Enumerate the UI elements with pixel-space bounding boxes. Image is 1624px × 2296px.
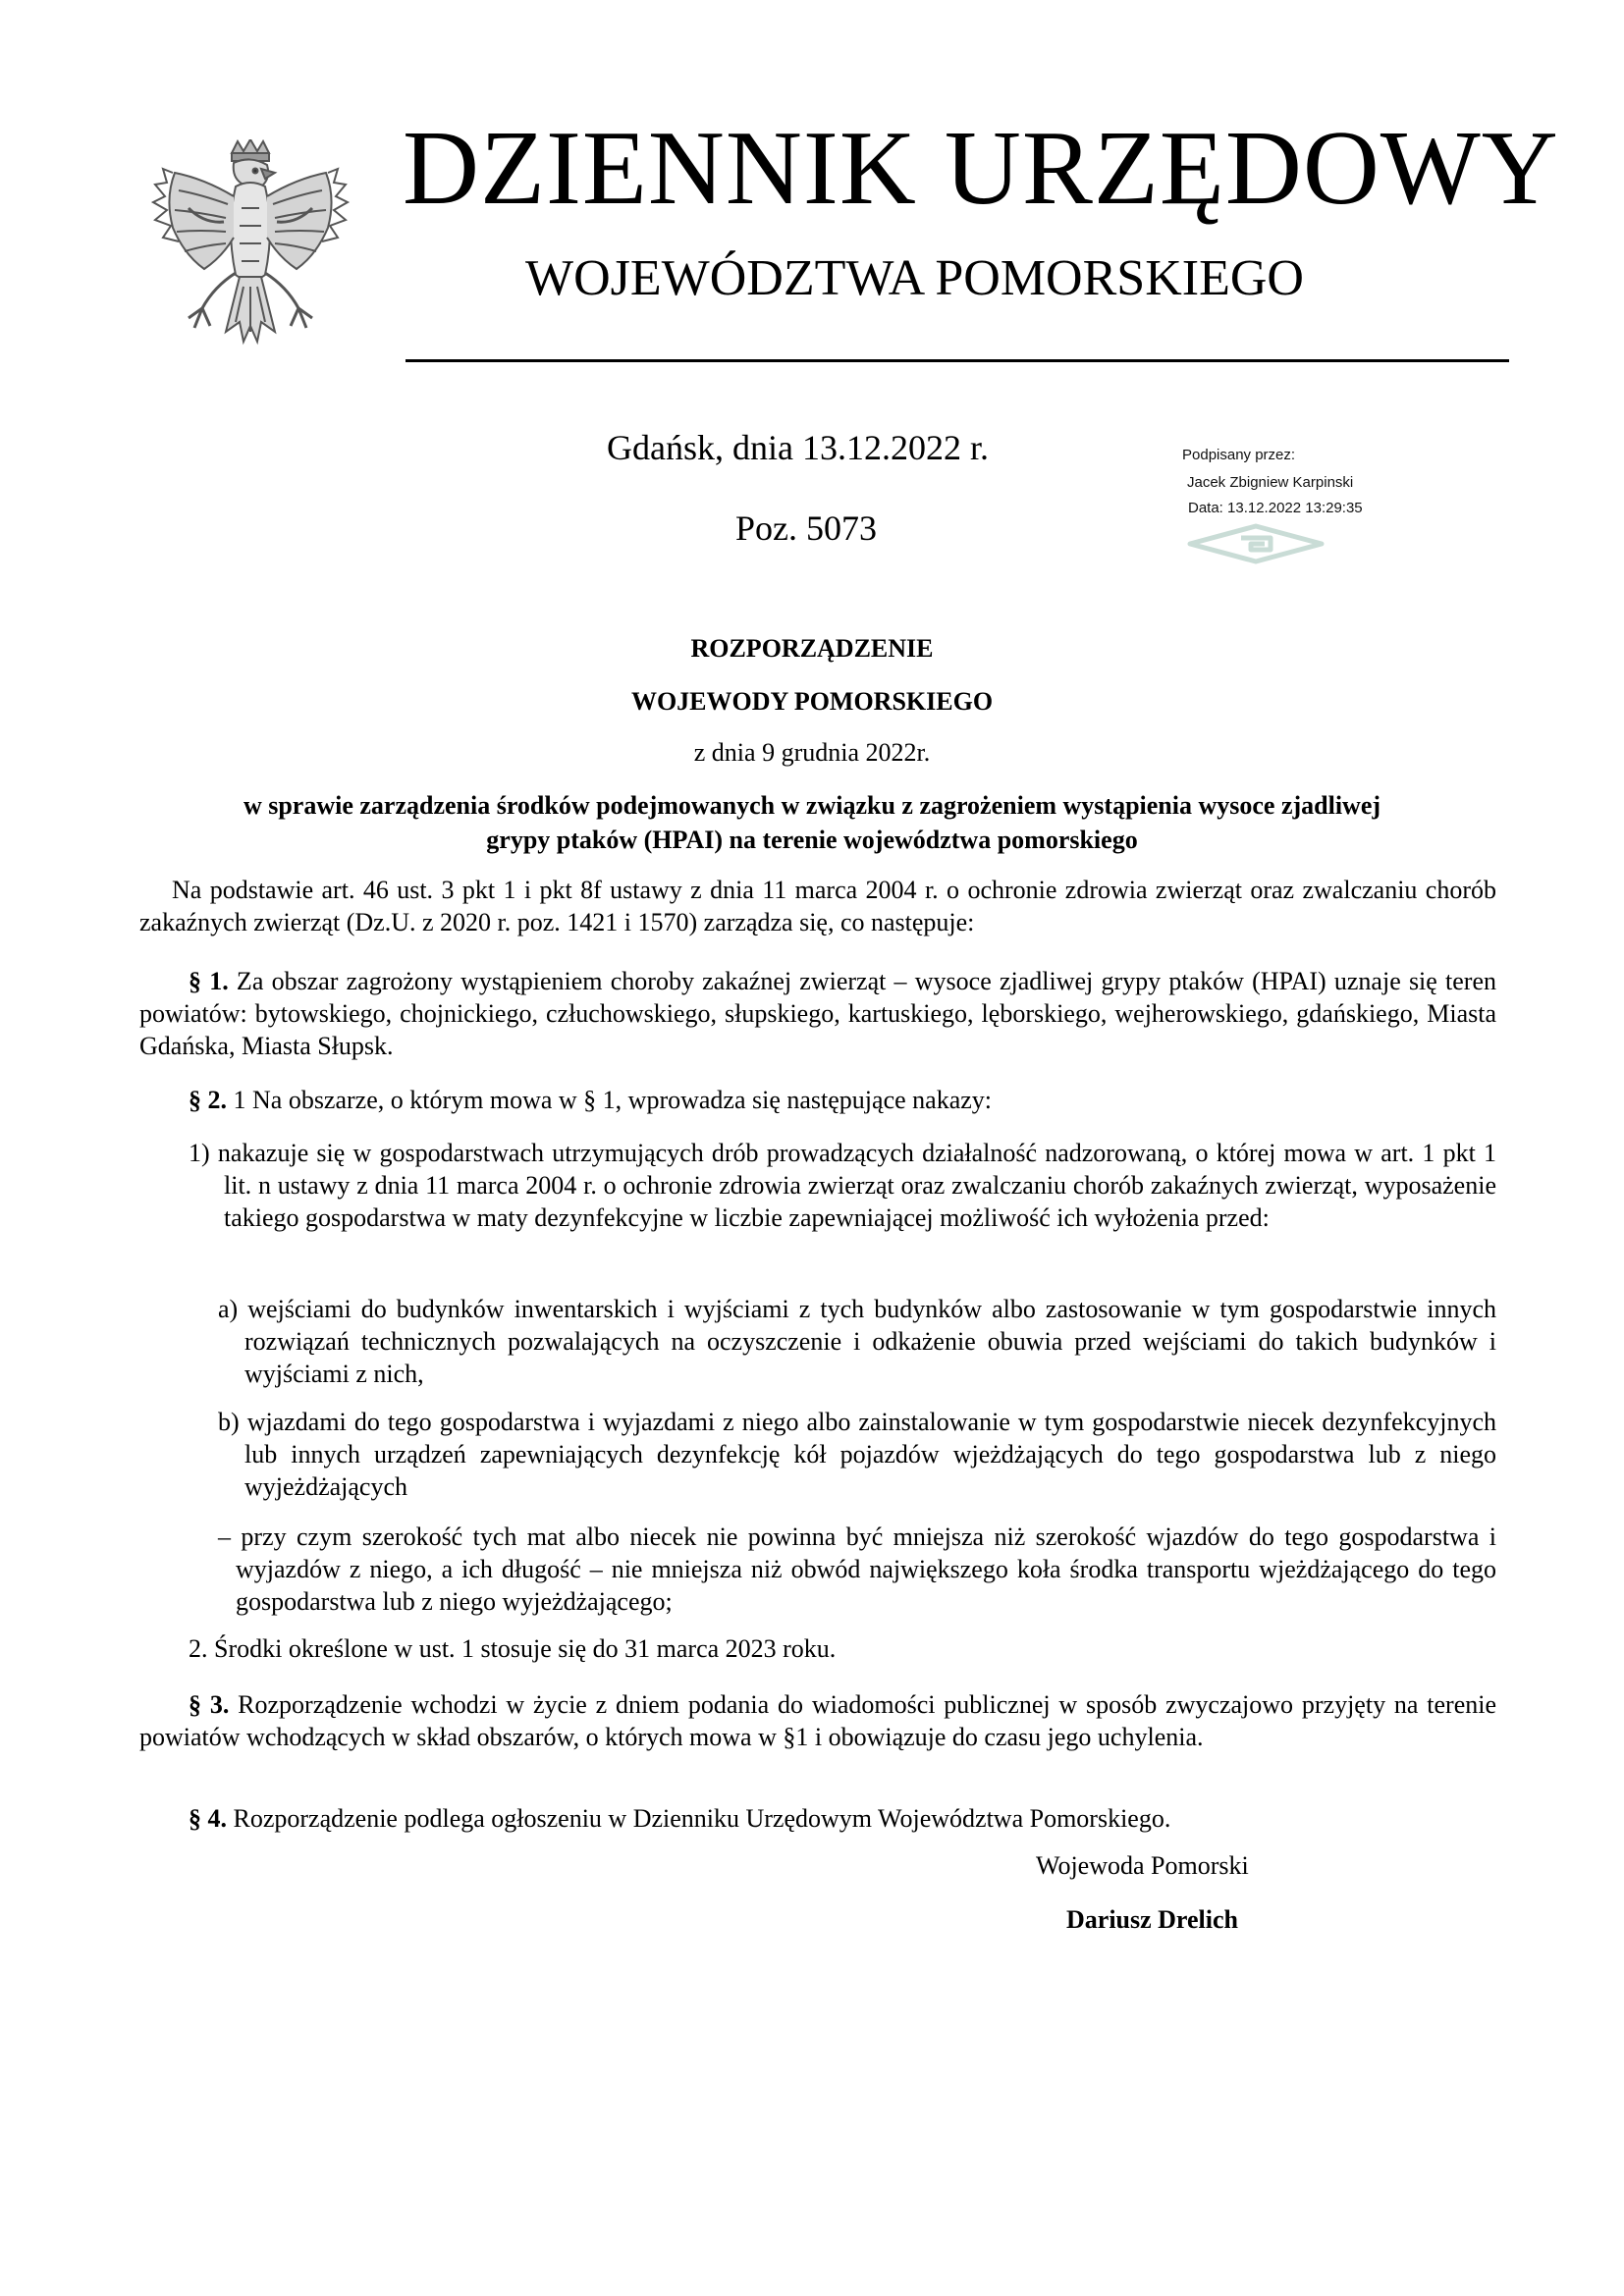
document-subject: w sprawie zarządzenia środków podejmowanych w związku z zagrożeniem wystąpienia wysoce zjadliwej grypy ptaków (HPAI) na terenie województwa pomorskiego <box>243 791 1381 854</box>
list-item-1-text: 1) nakazuje się w gospodarstwach utrzymujących drób prowadzących działalność nadzorowaną, o której mowa w art. 1 pkt 1 lit. n ustawy z dnia 11 marca 2004 r. o ochronie zdrowia zwierząt oraz zwalczaniu chorób zakaźnych zwierząt, wyposażenie takiego gospodarstwa w maty dezynfekcyjne w liczbie zapewniającej możliwość ich wyłożenia przed: <box>189 1139 1496 1232</box>
list-item-a: a) wejściami do budynków inwentarskich i wyjściami z tych budynków albo zastosowanie w tym gospodarstwie innych rozwiązań technicznych pozwalających na oczyszczenie i odkażenie obuwia przed wejściami do takich budynków i wyjściami z nich, <box>218 1295 1496 1388</box>
dash-note: – przy czym szerokość tych mat albo niecek nie powinna być mniejsza niż szerokość wjazdów do tego gospodarstwa i wyjazdów z niego, a ich długość – nie mniejsza niż obwód największego koła środka transportu wjeżdżającego do tego gospodarstwa lub z niego wyjeżdżającego; <box>218 1522 1496 1616</box>
point-2: 2. Środki określone w ust. 1 stosuje się do 31 marca 2023 roku. <box>189 1634 837 1663</box>
signer-name: Jacek Zbigniew Karpinski <box>1187 474 1354 491</box>
issuing-authority: WOJEWODY POMORSKIEGO <box>630 687 994 716</box>
paragraph-3-text: Rozporządzenie wchodzi w życie z dniem podania do wiadomości publicznej w sposób zwyczajowo przyjęty na terenie powiatów wchodzących w skład obszarów, o których mowa w §1 i obowiązuje do czasu jego uchylenia. <box>139 1690 1496 1751</box>
paragraph-1 <box>139 965 1496 1062</box>
paragraph-4-mark: § 4. <box>189 1804 227 1833</box>
paragraph-2 <box>139 1084 1496 1116</box>
signatory-name: Dariusz Drelich <box>1066 1905 1238 1934</box>
gazette-title: DZIENNIK URZĘDOWY <box>403 110 1559 227</box>
place-and-date: Gdańsk, dnia 13.12.2022 r. <box>607 428 989 467</box>
polish-eagle-emblem-icon <box>145 139 356 395</box>
signature-label: Podpisany przez: <box>1182 447 1296 463</box>
preamble: Na podstawie art. 46 ust. 3 pkt 1 i pkt 8f ustawy z dnia 11 marca 2004 r. o ochronie zdrowia zwierząt oraz zwalczaniu chorób zakaźnych zwierząt (Dz.U. z 2020 r. poz. 1421 i 1570) zarządza się, co następuje: <box>139 876 1496 936</box>
paragraph-1-text: Za obszar zagrożony wystąpieniem choroby zakaźnej zwierząt – wysoce zjadliwej grypy ptaków (HPAI) uznaje się teren powiatów: bytowskiego, chojnickiego, człuchowskiego, słupskiego, kartuskiego, lęborskiego, wejherowskiego, gdańskiego, Miasta Gdańska, Miasta Słupsk. <box>139 967 1496 1060</box>
signature-date: Data: 13.12.2022 13:29:35 <box>1188 500 1363 516</box>
list-item-1 <box>189 1137 1496 1234</box>
header-divider <box>406 359 1509 362</box>
paragraph-4-text: Rozporządzenie podlega ogłoszeniu w Dzienniku Urzędowym Województwa Pomorskiego. <box>227 1804 1171 1833</box>
gazette-subtitle: WOJEWÓDZTWA POMORSKIEGO <box>525 250 1304 306</box>
digital-signature-logo-icon <box>1182 522 1329 565</box>
paragraph-2-mark: § 2. <box>189 1086 227 1114</box>
document-type: ROZPORZĄDZENIE <box>690 634 934 663</box>
paragraph-3 <box>139 1688 1496 1753</box>
paragraph-2-text: 1 Na obszarze, o którym mowa w § 1, wprowadza się następujące nakazy: <box>227 1086 992 1114</box>
document-date: z dnia 9 grudnia 2022r. <box>693 738 931 767</box>
position-number: Poz. 5073 <box>735 508 877 548</box>
signatory-role: Wojewoda Pomorski <box>1036 1851 1249 1880</box>
list-item-b: b) wjazdami do tego gospodarstwa i wyjazdami z niego albo zainstalowanie w tym gospodarstwie niecek dezynfekcyjnych lub innych urządzeń zapewniających dezynfekcję kół pojazdów wjeżdżających do tego gospodarstwa lub z niego wyjeżdżających <box>218 1408 1496 1501</box>
paragraph-3-mark: § 3. <box>189 1690 230 1719</box>
paragraph-1-mark: § 1. <box>189 967 229 995</box>
paragraph-4 <box>139 1802 1496 1835</box>
